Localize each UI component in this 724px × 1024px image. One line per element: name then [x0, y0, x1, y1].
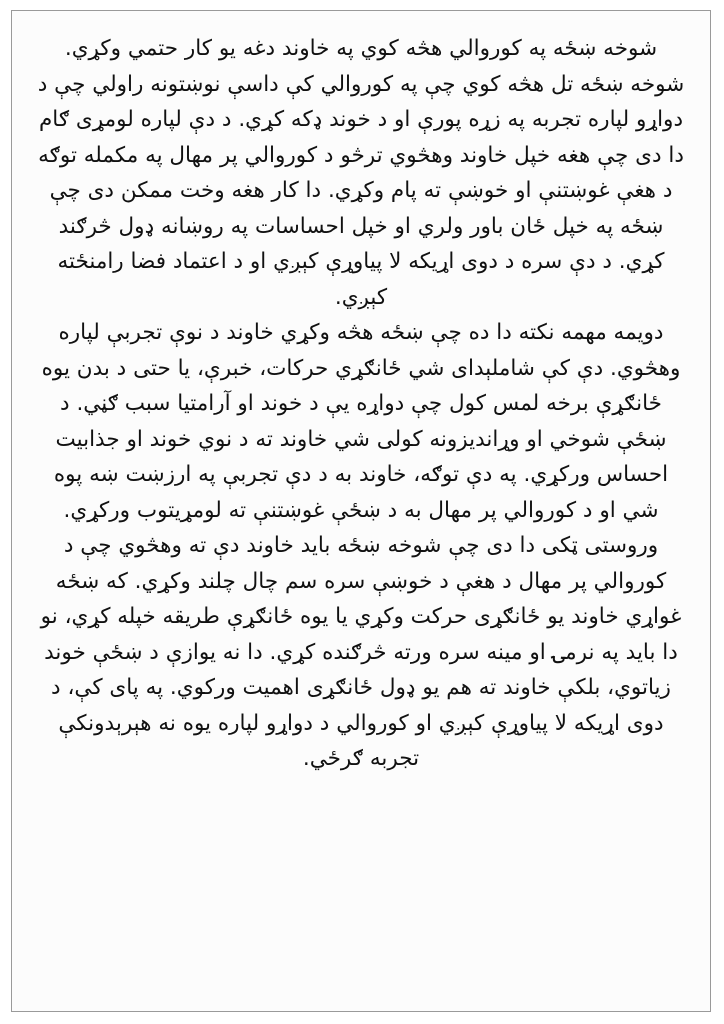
paragraph-1: شوخه ښځه په کوروالي هڅه کوي په خاوند دغه یو کار حتمي وکړي.	[64, 36, 658, 61]
article-text	[34, 31, 688, 777]
paragraph-3: دویمه مهمه نکته دا ده چې ښځه هڅه وکړي خاوند د نوې تجربې لپاره وهڅوي. دې کې شاملېدای شي ځانګړي حرکات، خبرې، یا حتی د بدن یوه ځانګړې برخه لمس کول چې دواړه یې د خوند او آرامتیا سبب ګڼي. د ښځې شوخي او وړاندیزونه کولی شي خاوند ته د نوي خوند او جذابیت احساس ورکړي. په دې توګه، خاوند به د دې تجربې په ارزښت ښه پوه شي او د کوروالي پر مهال به د ښځې غوښتنې ته لومړیتوب ورکړي.	[41, 320, 681, 523]
page-frame	[11, 10, 711, 1012]
paragraph-4: وروستی ټکی دا دی چې شوخه ښځه باید خاوند دې ته وهڅوي چې د کوروالي پر مهال د هغې د خوښې سره سم چال چلند وکړي. که ښځه غواړي خاوند یو ځانګړی حرکت وکړي یا یوه ځانګړې طریقه خپله کړي، نو دا باید په نرمۍ او مینه سره ورته څرګنده کړي. دا نه یوازې د ښځې خوند زیاتوي، بلکې خاوند ته هم یو ډول ځانګړی اهمیت ورکوي. په پای کې، د دوی اړیکه لا پیاوړې کېږي او کوروالي د دواړو لپاره یوه نه هېرېدونکې تجربه ګرځي.	[40, 533, 682, 771]
paragraph-2: شوخه ښځه تل هڅه کوي چې په کوروالي کې داسې نوښتونه راولي چې د دواړو لپاره تجربه په زړه پورې او د خوند ډکه کړي. د دې لپاره لومړی ګام دا دی چې هغه خپل خاوند وهڅوي ترڅو د کوروالي پر مهال په مکمله توګه د هغې غوښتنې او خوښې ته پام وکړي. دا کار هغه وخت ممکن دی چې ښځه په خپل ځان باور ولري او خپل احساسات په روښانه ډول څرګند کړي. د دې سره د دوی اړیکه لا پیاوړې کېږي او د اعتماد فضا رامنځته کېږي.	[37, 71, 685, 310]
